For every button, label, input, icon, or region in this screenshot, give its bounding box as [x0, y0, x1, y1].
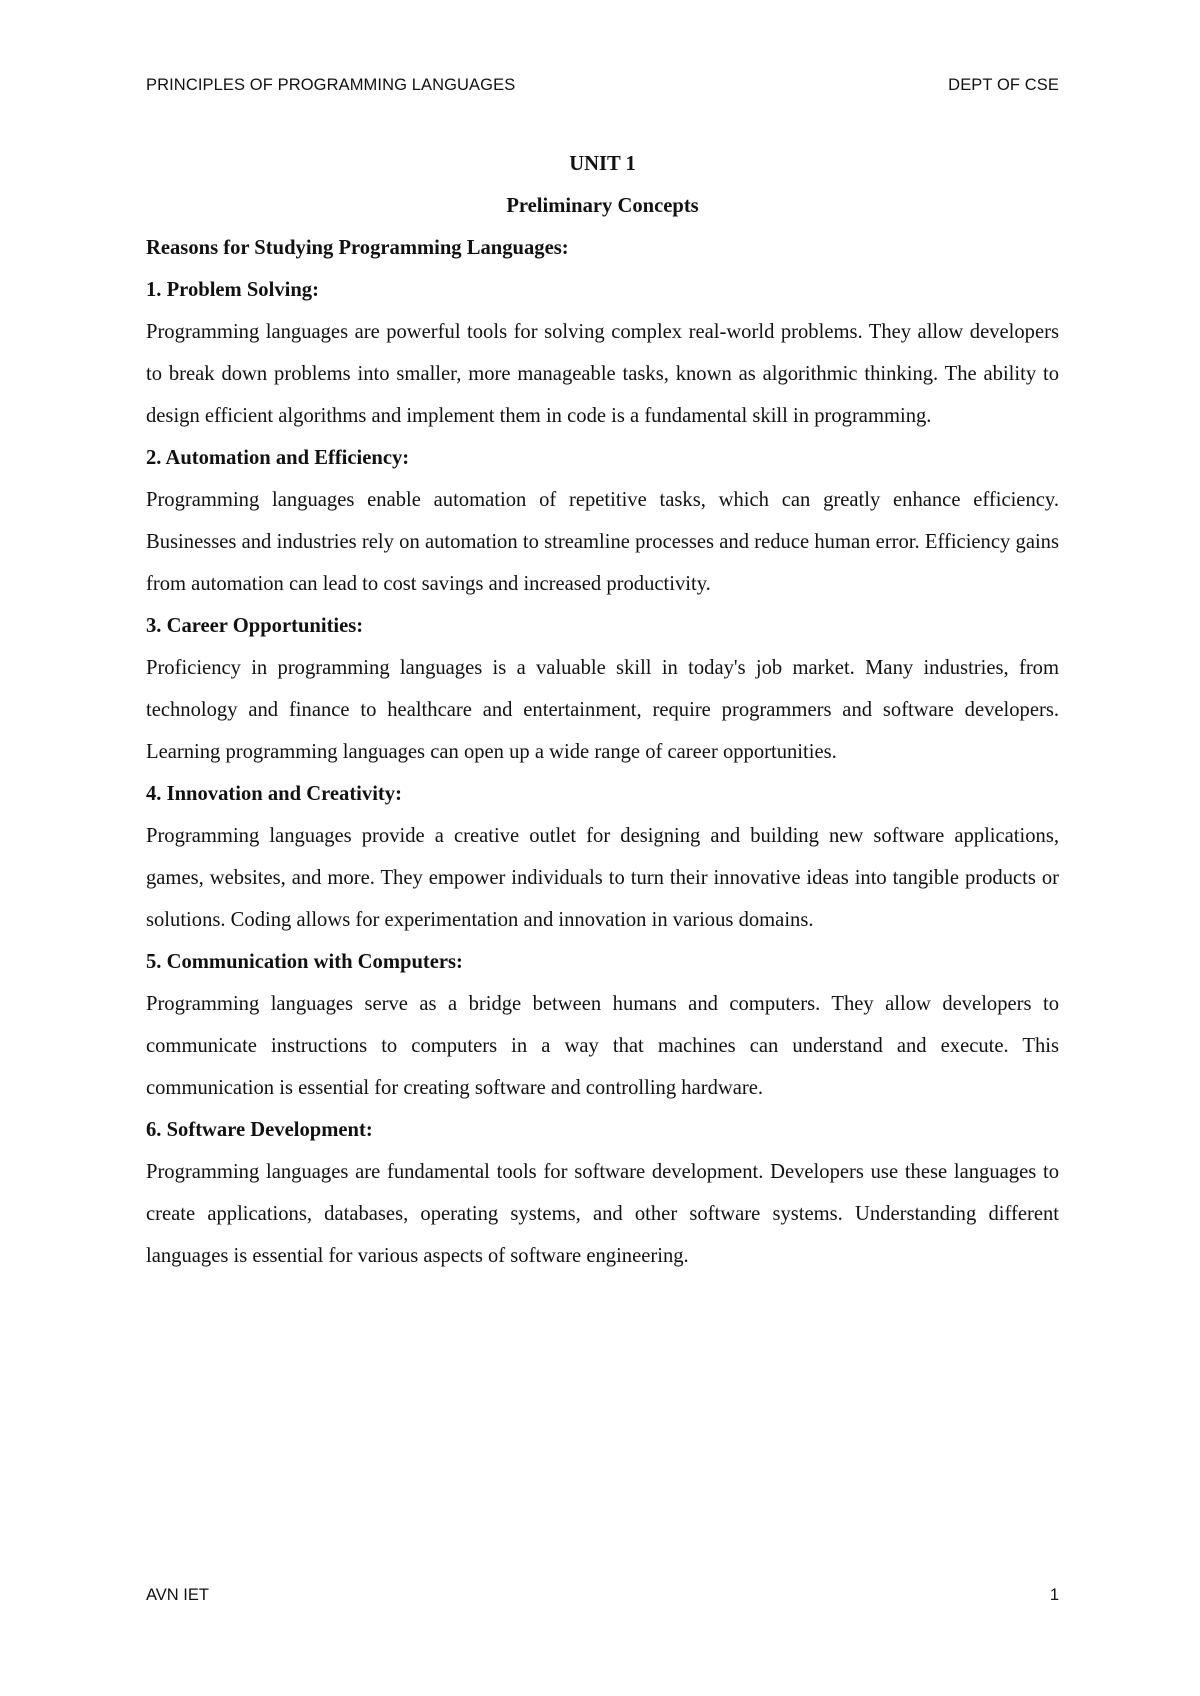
- section-body-software-dev: Programming languages are fundamental tools for software development. Developers use these languages to create applications, databases, operating systems, and other software systems. Understanding different languages is essential for various aspects of software engineering.: [146, 1161, 1059, 1267]
- page-number: 1: [1049, 1586, 1059, 1604]
- section-body-innovation: Programming languages provide a creative outlet for designing and building new software applications, games, websites, and more. They empower individuals to turn their innovative ideas into tangible products or solutions. Coding allows for experimentation and innovation in various domains.: [146, 825, 1059, 931]
- document-body: [146, 143, 1059, 1277]
- section-heading-career: 3. Career Opportunities:: [146, 615, 364, 637]
- section-heading-communication: 5. Communication with Computers:: [146, 951, 463, 973]
- running-footer: [146, 1586, 1059, 1605]
- footer-institution: AVN IET: [146, 1586, 209, 1604]
- header-department: DEPT OF CSE: [948, 76, 1059, 94]
- section-body-communication: Programming languages serve as a bridge between humans and computers. They allow developers to communicate instructions to computers in a way that machines can understand and execute. This communication is essential for creating software and controlling hardware.: [146, 993, 1059, 1099]
- chapter-subtitle: Preliminary Concepts: [506, 195, 699, 217]
- section-heading-software-dev: 6. Software Development:: [146, 1119, 373, 1141]
- section-heading-innovation: 4. Innovation and Creativity:: [146, 783, 402, 805]
- section-body-automation: Programming languages enable automation of repetitive tasks, which can greatly enhance efficiency. Businesses and industries rely on automation to streamline processes and reduce human error. Efficiency gains from automation can lead to cost savings and increased productivity.: [146, 489, 1059, 595]
- header-course-title: PRINCIPLES OF PROGRAMMING LANGUAGES: [146, 76, 516, 94]
- section-body-career: Proficiency in programming languages is a valuable skill in today's job market. Many industries, from technology and finance to healthcare and entertainment, require programmers and software developers. Learning programming languages can open up a wide range of career opportunities.: [146, 657, 1059, 763]
- intro-heading: Reasons for Studying Programming Languages:: [146, 237, 569, 259]
- section-body-problem-solving: Programming languages are powerful tools for solving complex real-world problems. They allow developers to break down problems into smaller, more manageable tasks, known as algorithmic thinking. The ability to design efficient algorithms and implement them in code is a fundamental skill in programming.: [146, 321, 1059, 427]
- section-heading-problem-solving: 1. Problem Solving:: [146, 279, 319, 301]
- running-header: [146, 76, 1059, 95]
- unit-title: UNIT 1: [569, 153, 636, 175]
- section-heading-automation: 2. Automation and Efficiency:: [146, 447, 410, 469]
